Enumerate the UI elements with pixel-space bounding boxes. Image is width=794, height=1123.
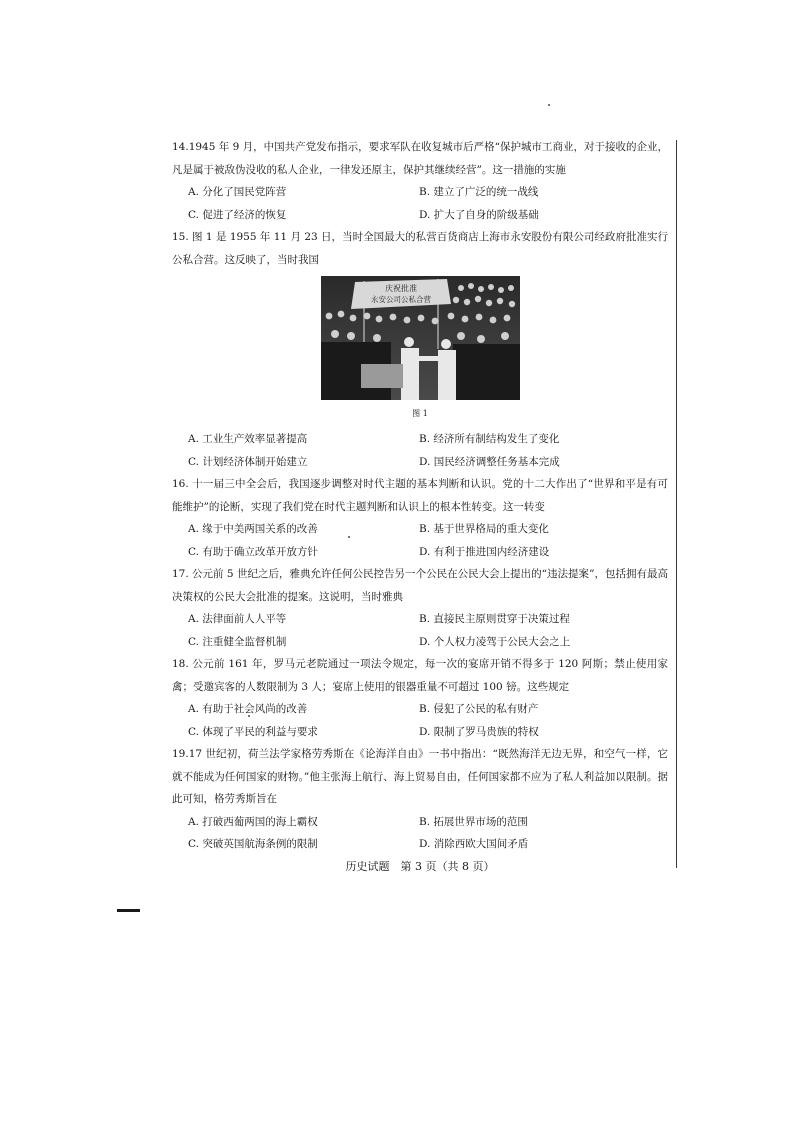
- figure-1-photo: [321, 276, 520, 400]
- option-a[interactable]: A. 有助于社会风尚的改善: [188, 703, 308, 715]
- option-grid: [172, 428, 668, 473]
- option-a[interactable]: A. 分化了国民党阵营: [188, 186, 287, 198]
- page-footer: 历史试题 第 3 页（共 8 页）: [345, 860, 495, 873]
- option-c[interactable]: C. 注重健全监督机制: [188, 635, 287, 648]
- scan-edge-line: [676, 140, 677, 868]
- option-d[interactable]: D. 个人权力凌驾于公民大会之上: [419, 635, 571, 648]
- option-a[interactable]: A. 打破西葡两国的海上霸权: [188, 815, 318, 828]
- option-grid: [172, 698, 668, 743]
- figure-caption: 图 1: [412, 409, 428, 418]
- question-19: [172, 743, 668, 856]
- question-stem: 15. 图 1 是 1955 年 11 月 23 日，当时全国最大的私营百货商店上海市永安股份有限公司经政府批准实行公私合营。这反映了，当时我国: [172, 231, 668, 266]
- question-stem: 19.17 世纪初，荷兰法学家格劳秀斯在《论海洋自由》一书中指出：“既然海洋无边无界，和空气一样，它就不能成为任何国家的财物。”他主张海上航行、海上贸易自由，任何国家都不应为了私人利益加以限制。据此可知，格劳秀斯旨在: [172, 748, 668, 805]
- option-b[interactable]: B. 侵犯了公民的私有财产: [419, 703, 539, 715]
- question-stem: 18. 公元前 161 年，罗马元老院通过一项法令规定，每一次的宴席开销不得多于 120 阿斯；禁止使用家禽；受邀宾客的人数限制为 3 人；宴席上使用的银器重量不可超过 100 镑。这些规定: [172, 658, 668, 693]
- option-c[interactable]: C. 有助于确立改革开放方针: [188, 545, 318, 558]
- question-17: [172, 563, 668, 653]
- option-d[interactable]: D. 限制了罗马贵族的特权: [419, 725, 539, 738]
- option-a[interactable]: A. 缘于中美两国关系的改善: [188, 523, 318, 535]
- scan-mark: [117, 909, 140, 912]
- banner-text-line-2: 永安公司公私合营: [371, 295, 431, 304]
- option-c[interactable]: C. 促进了经济的恢复: [188, 208, 287, 221]
- question-14: [172, 136, 668, 226]
- option-a[interactable]: A. 工业生产效率显著提高: [188, 433, 308, 445]
- option-grid: [172, 181, 668, 226]
- question-list: [172, 136, 668, 856]
- option-d[interactable]: D. 扩大了自身的阶级基础: [419, 208, 539, 221]
- option-b[interactable]: B. 建立了广泛的统一战线: [419, 186, 539, 198]
- question-18: [172, 653, 668, 743]
- question-stem: 14.1945 年 9 月，中国共产党发布指示，要求军队在收复城市后严格“保护城市工商业，对于接收的企业，凡是属于被敌伪没收的私人企业，一律发还原主，保护其继续经营”。这一措施的实施: [172, 141, 668, 176]
- question-stem: 16. 十一届三中全会后，我国逐步调整对时代主题的基本判断和认识。党的十二大作出了“世界和平是有可能维护”的论断，实现了我们党在时代主题判断和认识上的根本性转变。这一转变: [172, 478, 668, 513]
- question-16: [172, 473, 668, 563]
- question-stem: 17. 公元前 5 世纪之后，雅典允许任何公民控告另一个公民在公民大会上提出的“违法提案”，包括拥有最高决策权的公民大会批准的提案。这说明，当时雅典: [172, 568, 668, 603]
- option-c[interactable]: C. 计划经济体制开始建立: [188, 455, 308, 468]
- banner-text-line-1: 庆祝批准: [385, 284, 417, 293]
- option-grid: [172, 518, 668, 563]
- option-b[interactable]: B. 基于世界格局的重大变化: [419, 523, 549, 535]
- option-d[interactable]: D. 国民经济调整任务基本完成: [419, 455, 560, 468]
- option-c[interactable]: C. 突破英国航海条例的限制: [188, 838, 318, 850]
- table: [361, 364, 403, 388]
- option-a[interactable]: A. 法律面前人人平等: [188, 613, 287, 625]
- option-grid: [172, 811, 668, 856]
- option-b[interactable]: B. 直接民主原则贯穿于决策过程: [419, 613, 570, 625]
- option-d[interactable]: D. 有利于推进国内经济建设: [419, 545, 550, 558]
- option-grid: [172, 608, 668, 653]
- option-d[interactable]: D. 消除西欧大国间矛盾: [419, 838, 529, 850]
- option-b[interactable]: B. 经济所有制结构发生了变化: [419, 433, 560, 445]
- scan-speck: [548, 104, 550, 106]
- option-c[interactable]: C. 体现了平民的利益与要求: [188, 725, 318, 738]
- question-15: [172, 226, 668, 473]
- option-b[interactable]: B. 拓展世界市场的范围: [419, 815, 528, 828]
